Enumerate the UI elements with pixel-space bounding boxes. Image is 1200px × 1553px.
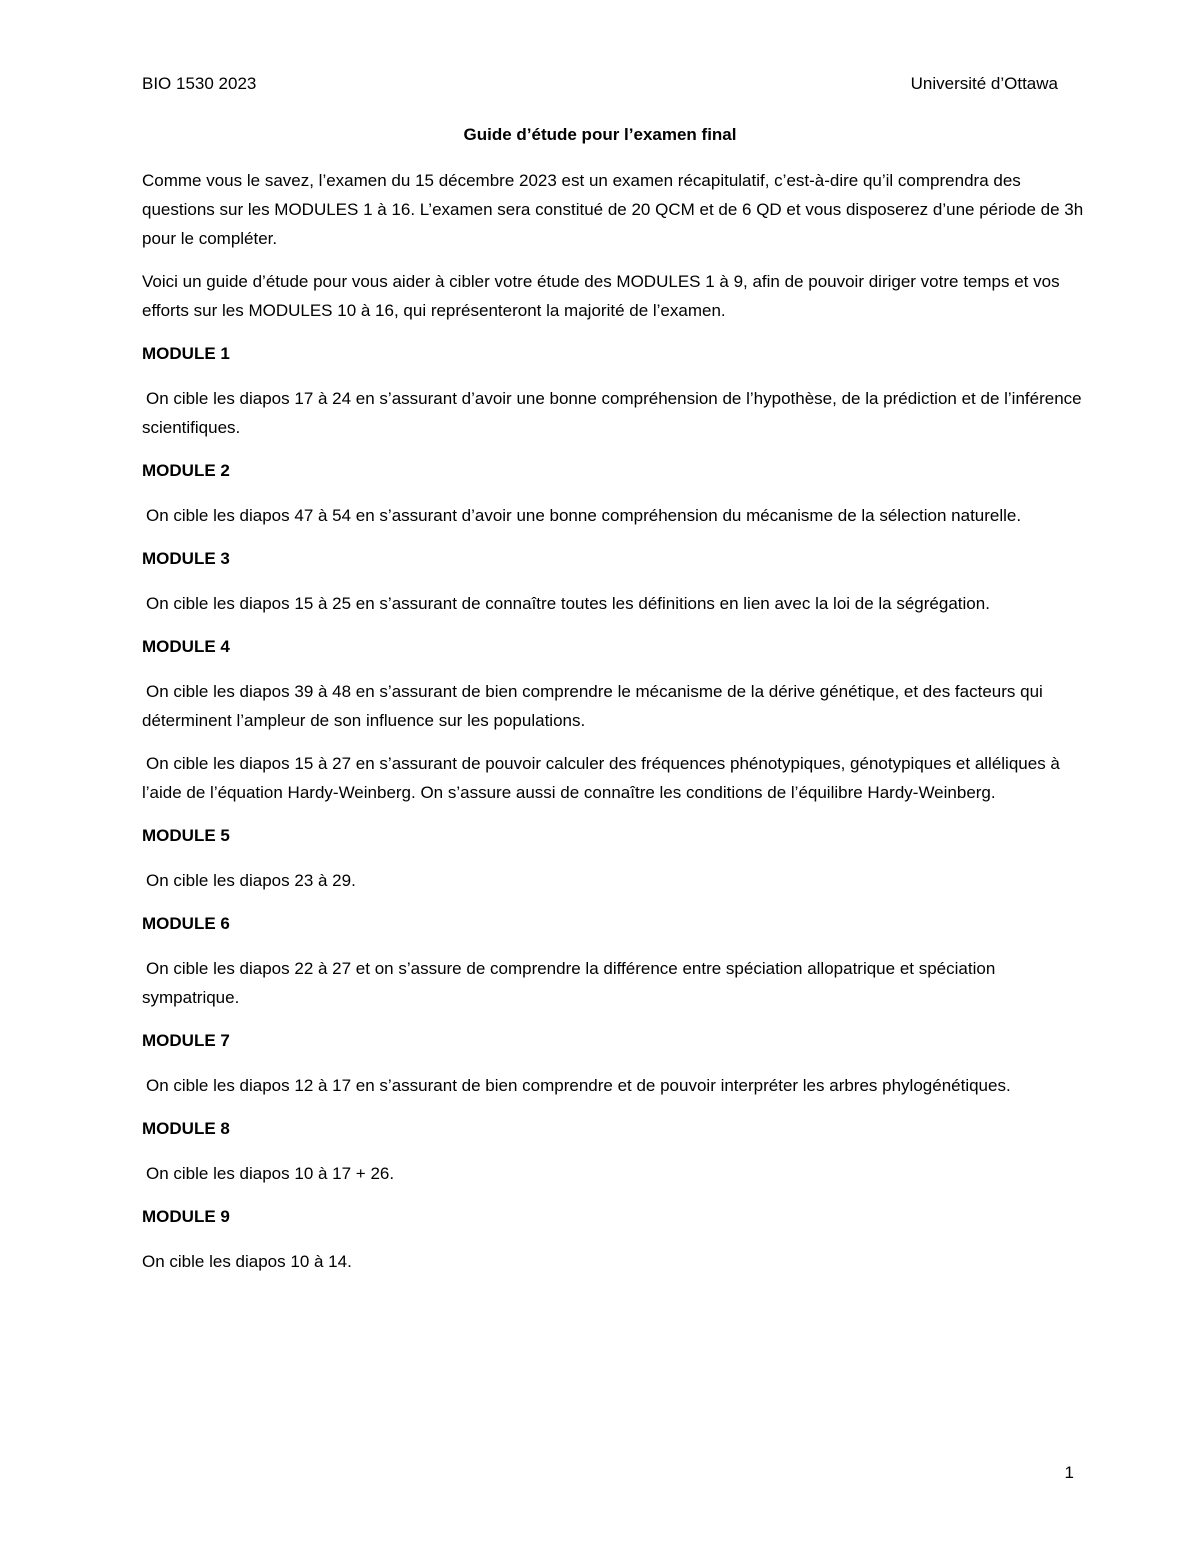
module-item [142,866,1087,895]
module-item-text: On cible les diapos 47 à 54 en s’assurant d’avoir une bonne compréhension du mécanisme de la sélection naturelle. [146,506,1022,525]
module-item-text: On cible les diapos 10 à 14. [142,1252,352,1271]
document-body [142,166,1087,1290]
page-number: 1 [1064,1463,1074,1482]
module-heading: MODULE 1 [142,344,230,363]
module-item-text: On cible les diapos 39 à 48 en s’assurant de bien comprendre le mécanisme de la dérive génétique, et des facteurs qui déterminent l’ampleur de son influence sur les populations. [142,682,1043,730]
module-item-text: On cible les diapos 15 à 27 en s’assurant de pouvoir calculer des fréquences phénotypiques, génotypiques et alléliques à l’aide de l’équation Hardy-Weinberg. On s’assure aussi de connaître les conditions de l’équilibre Hardy-Weinberg. [142,754,1060,802]
module-heading: MODULE 6 [142,914,230,933]
module-item [142,749,1087,807]
module-item [142,1071,1087,1100]
module-heading: MODULE 9 [142,1207,230,1226]
module-item [142,954,1087,1012]
module-item-text: On cible les diapos 10 à 17 + 26. [146,1164,395,1183]
module-item-text: On cible les diapos 17 à 24 en s’assurant d’avoir une bonne compréhension de l’hypothèse, de la prédiction et de l’inférence scientifiques. [142,389,1082,437]
module-item [142,1159,1087,1188]
module-heading: MODULE 8 [142,1119,230,1138]
module-heading: MODULE 5 [142,826,230,845]
modules-list [142,339,1087,1276]
header-university: Université d’Ottawa [910,74,1058,93]
module-item-text: On cible les diapos 12 à 17 en s’assurant de bien comprendre et de pouvoir interpréter les arbres phylogénétiques. [146,1076,1011,1095]
intro-paragraph: Voici un guide d’étude pour vous aider à cibler votre étude des MODULES 1 à 9, afin de pouvoir diriger votre temps et vos efforts sur les MODULES 10 à 16, qui représenteront la majorité de l’examen. [142,272,1060,320]
module-item-text: On cible les diapos 22 à 27 et on s’assure de comprendre la différence entre spéciation allopatrique et spéciation sympatrique. [142,959,996,1007]
module-item [142,677,1087,735]
module-item [142,1247,1087,1276]
module-heading: MODULE 2 [142,461,230,480]
module-item-text: On cible les diapos 23 à 29. [146,871,356,890]
intro-paragraph: Comme vous le savez, l’examen du 15 décembre 2023 est un examen récapitulatif, c’est-à-dire qu’il comprendra des questions sur les MODULES 1 à 16. L’examen sera constitué de 20 QCM et de 6 QD et vous disposerez d’une période de 3h pour le compléter. [142,171,1084,248]
header-course: BIO 1530 2023 [142,74,257,93]
module-heading: MODULE 4 [142,637,230,656]
document-title: Guide d’étude pour l’examen final [463,125,737,144]
module-heading: MODULE 7 [142,1031,230,1050]
module-item-text: On cible les diapos 15 à 25 en s’assurant de connaître toutes les définitions en lien avec la loi de la ségrégation. [146,594,990,613]
module-item [142,384,1087,442]
module-item [142,589,1087,618]
module-item [142,501,1087,530]
module-heading: MODULE 3 [142,549,230,568]
